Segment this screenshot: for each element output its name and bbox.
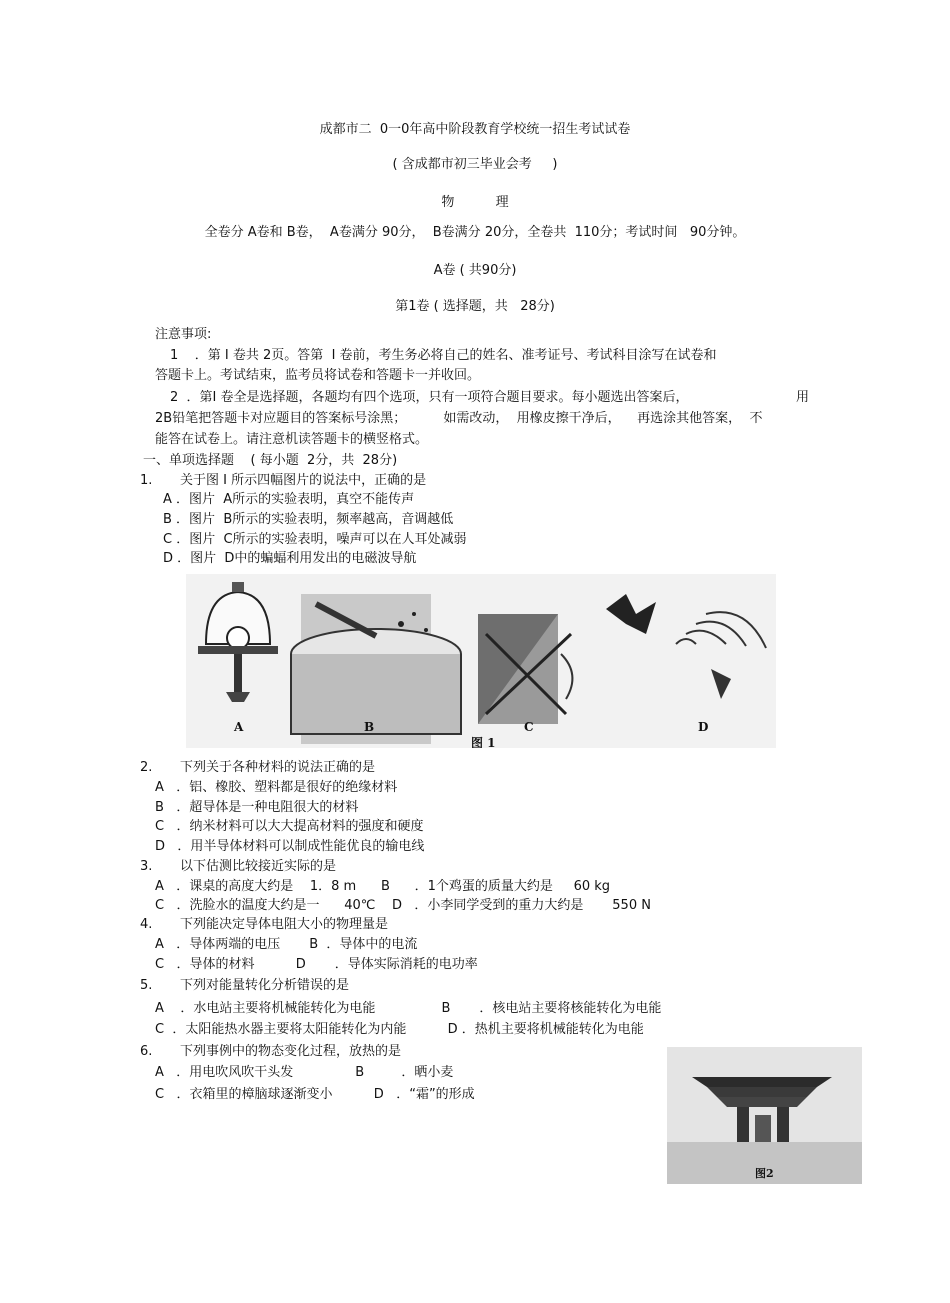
note-1-line-2: 答题卡上。考试结束，监考员将试卷和答题卡一并收回。 [155,368,481,383]
q6-options-cd: C ．衣箱里的樟脑球逐渐变小 D ．“霜”的形成 [155,1087,475,1102]
section1-heading: 一、单项选择题 ( 每小题 2分，共 28分) [143,453,398,468]
notes-heading: 注意事项: [155,327,212,342]
q1-option-d: D ．图片 D中的蝙蝠利用发出的电磁波导航 [163,551,417,566]
q2-option-d: D ．用半导体材料可以制成性能优良的输电线 [155,839,425,854]
q3-options-ab: A ．课桌的高度大约是 1．8 m B ．1个鸡蛋的质量大约是 60 kg [155,879,611,894]
q4-stem: 下列能决定导体电阻大小的物理量是 [180,917,389,932]
q4-options-cd: C ．导体的材料 D ．导体实际消耗的电功率 [155,957,478,972]
volume1-heading: 第1卷 ( 选择题，共 28分) [395,299,555,314]
q1-number: 1. [140,473,153,488]
q3-options-cd: C ．洗脸水的温度大约是一 40℃ D ．小李同学受到的重力大约是 550 N [155,898,651,913]
figure-1-caption: 图 1 [471,736,496,748]
scoring-info: 全卷分 A卷和 B卷， A卷满分 90分， B卷满分 20分，全卷共 110分；考试时间 90分钟。 [204,225,746,240]
q3-number: 3. [140,859,153,874]
figure-1-label-c: C [524,720,534,734]
note-1-line-1: 1 ．第 Ⅰ 卷共 2页。答第 Ⅰ 卷前，考生务必将自己的姓名、准考证号、考试科目涂写在试卷和 [170,348,717,363]
drum-image [291,594,461,744]
q4-options-ab: A ．导体两端的电压 B ．导体中的电流 [155,937,418,952]
note-2-line-1: 2 ．第Ⅰ 卷全是选择题，各题均有四个选项，只有一项符合题目要求。每小题选出答案后， [170,390,689,405]
q5-number: 5. [140,978,153,993]
q2-option-b: B ．超导体是一种电阻很大的材料 [155,800,359,815]
q6-stem: 下列事例中的物态变化过程，放热的是 [180,1044,402,1059]
subject-heading: 物 理 [441,195,509,210]
q2-stem: 下列关于各种材料的说法正确的是 [180,760,376,775]
q3-stem: 以下估测比较接近实际的是 [180,859,337,874]
part-a-heading: A卷 ( 共90分) [433,263,517,278]
q1-option-a: A ．图片 A所示的实验表明，真空不能传声 [163,492,415,507]
exam-title: 成都市二 0一0年高中阶段教育学校统一招生考试试卷 [319,122,631,137]
figure-1-label-b: B [364,720,375,734]
figure-2-caption: 图2 [755,1167,774,1180]
figure-2-drawing [667,1047,862,1184]
ear-protection-image [478,614,572,724]
q5-options-ab: A ．水电站主要将机械能转化为电能 B ．核电站主要将核能转化为电能 [155,1001,662,1016]
q4-number: 4. [140,917,153,932]
figure-2 [667,1047,862,1184]
q5-stem: 下列对能量转化分析错误的是 [180,978,350,993]
note-2-line-1-end: 用 [796,390,810,405]
q1-option-b: B ．图片 B所示的实验表明，频率越高，音调越低 [163,512,454,527]
q2-option-a: A ．铝、橡胶、塑料都是很好的绝缘材料 [155,780,398,795]
q1-option-c: C ．图片 C所示的实验表明，噪声可以在人耳处减弱 [163,532,467,547]
q2-number: 2. [140,760,153,775]
figure-1-label-d: D [698,720,709,734]
q2-option-c: C ．纳米材料可以大大提高材料的强度和硬度 [155,819,424,834]
q1-stem: 关于图 Ⅰ 所示四幅图片的说法中，正确的是 [180,473,427,488]
figure-1 [186,574,776,748]
q6-options-ab: A ．用电吹风吹干头发 B ．晒小麦 [155,1065,454,1080]
figure-1-drawing [186,574,776,748]
bat-image [606,594,766,699]
figure-1-label-a: A [234,720,244,734]
bell-jar-image [198,582,278,702]
exam-subtitle: ( 含成都市初三毕业会考 ) [392,157,558,172]
q5-options-cd: C ．太阳能热水器主要将太阳能转化为内能 D ．热机主要将机械能转化为电能 [155,1022,644,1037]
q6-number: 6. [140,1044,153,1059]
note-2-line-3: 能答在试卷上。请注意机读答题卡的横竖格式。 [155,432,429,447]
note-2-line-2: 2B铅笔把答题卡对应题目的答案标号涂黑； 如需改动， 用橡皮擦干净后， 再选涂其他答案， 不 [155,411,763,426]
